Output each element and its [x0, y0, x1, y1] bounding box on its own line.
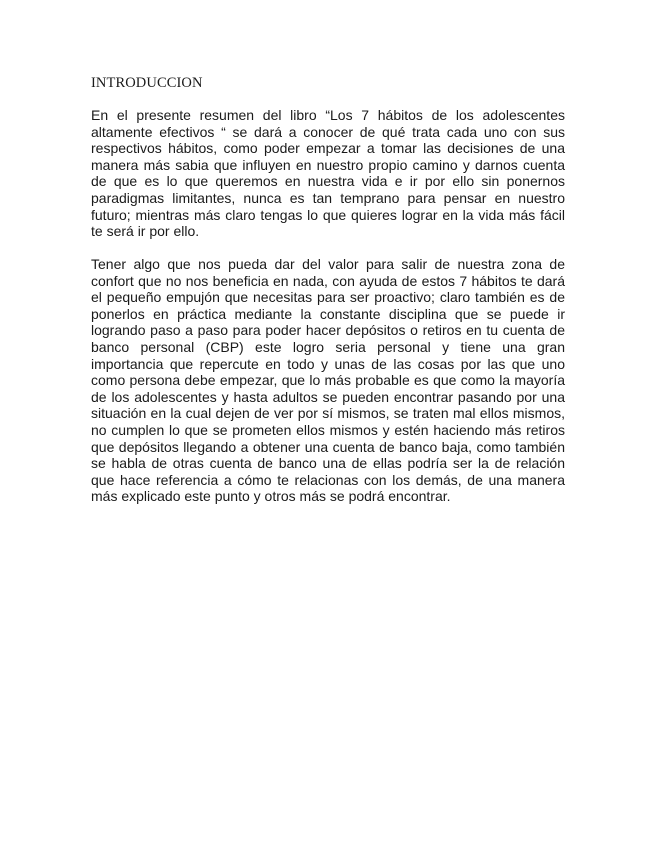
intro-paragraph-2: Tener algo que nos pueda dar del valor para salir de nuestra zona de confort que no nos beneficia en nada, con ayuda de estos 7 hábitos te dará el pequeño empujón que necesitas para ser proactivo; claro también es de ponerlos en práctica mediante la constante disciplina que se puede ir logrando paso a paso para poder hacer depósitos o retiros en tu cuenta de banco personal (CBP) este logro seria personal y tiene una gran importancia que repercute en todo y unas de las cosas por las que uno como persona debe empezar, que lo más probable es que como la mayoría de los adolescentes y hasta adultos se pueden encontrar pasando por una situación en la cual dejen de ver por sí mismos, se traten mal ellos mismos, no cumplen lo que se prometen ellos mismos y estén haciendo más retiros que depósitos llegando a obtener una cuenta de banco baja, como también se habla de otras cuenta de banco una de ellas podría ser la de relación que hace referencia a cómo te relacionas con los demás, de una manera más explicado este punto y otros más se podrá encontrar. [91, 256, 565, 505]
document-heading: INTRODUCCION [91, 75, 203, 91]
intro-paragraph-1: En el presente resumen del libro “Los 7 hábitos de los adolescentes altamente efectivos “ se dará a conocer de qué trata cada uno con sus respectivos hábitos, como poder empezar a tomar las decisiones de una manera más sabia que influyen en nuestro propio camino y darnos cuenta de que es lo que queremos en nuestra vida e ir por ello sin ponernos paradigmas limitantes, nunca es tan temprano para pensar en nuestro futuro; mientras más claro tengas lo que quieres lograr en la vida más fácil te será ir por ello. [91, 107, 565, 240]
